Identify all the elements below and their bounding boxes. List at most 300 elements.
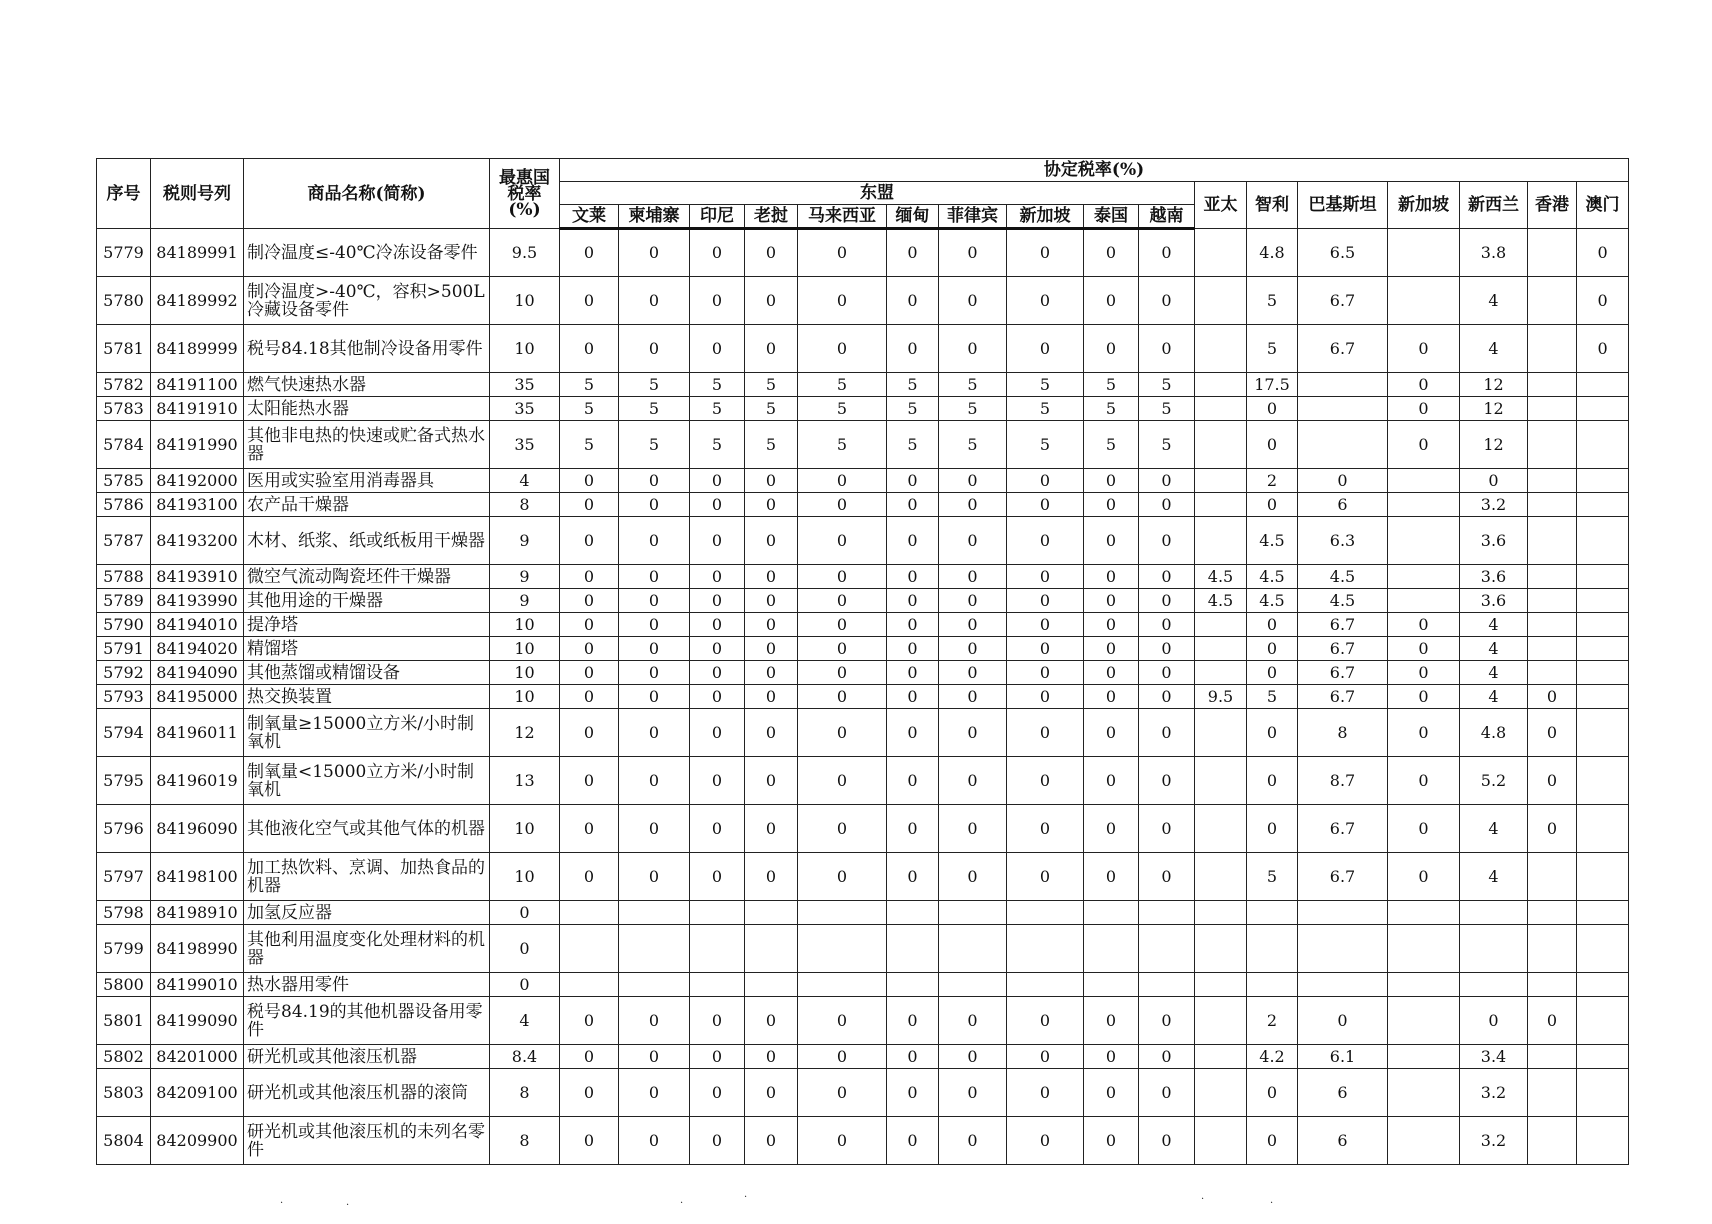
cell-asean-rate: 0 [939,853,1007,901]
cell-macao [1577,901,1629,925]
cell-asean-rate [690,901,745,925]
cell-hong-kong [1528,277,1577,325]
cell-asean-rate: 0 [939,277,1007,325]
cell-asean-rate: 0 [1084,613,1139,637]
cell-hong-kong: 0 [1528,709,1577,757]
cell-asean-rate [745,901,798,925]
cell-asean-rate: 5 [939,397,1007,421]
cell-name: 税号84.18其他制冷设备用零件 [244,325,490,373]
cell-mfn: 35 [490,421,560,469]
cell-asean-rate: 0 [745,277,798,325]
cell-macao [1577,997,1629,1045]
cell-apta [1195,517,1247,565]
cell-asean-rate [939,973,1007,997]
cell-asean-rate: 0 [1007,1117,1084,1165]
cell-mfn: 4 [490,997,560,1045]
cell-seq: 5801 [97,997,151,1045]
cell-macao [1577,469,1629,493]
cell-asean-rate [619,925,690,973]
cell-asean-rate: 0 [1139,325,1195,373]
header-asean-country: 缅甸 [887,205,939,229]
cell-apta [1195,925,1247,973]
cell-asean-rate: 0 [690,1045,745,1069]
cell-pakistan: 6.7 [1298,325,1388,373]
cell-hong-kong: 0 [1528,997,1577,1045]
cell-new-zealand: 0 [1460,997,1528,1045]
cell-new-zealand: 4 [1460,637,1528,661]
cell-macao [1577,757,1629,805]
cell-chile: 5 [1247,853,1298,901]
cell-asean-rate [745,973,798,997]
cell-singapore [1388,901,1460,925]
cell-asean-rate: 0 [1139,277,1195,325]
cell-singapore [1388,1117,1460,1165]
cell-mfn: 13 [490,757,560,805]
cell-name: 研光机或其他滚压机的未列名零件 [244,1117,490,1165]
cell-hong-kong [1528,1045,1577,1069]
cell-seq: 5780 [97,277,151,325]
cell-asean-rate: 0 [690,805,745,853]
cell-hong-kong [1528,901,1577,925]
cell-apta [1195,997,1247,1045]
cell-asean-rate: 0 [1139,853,1195,901]
cell-pakistan [1298,925,1388,973]
cell-asean-rate: 0 [939,661,1007,685]
cell-pakistan [1298,973,1388,997]
cell-apta [1195,1045,1247,1069]
cell-pakistan: 6 [1298,1069,1388,1117]
cell-asean-rate: 0 [1084,757,1139,805]
cell-asean-rate: 0 [745,661,798,685]
cell-pakistan: 6.7 [1298,685,1388,709]
cell-code: 84196011 [151,709,244,757]
cell-asean-rate: 0 [560,853,619,901]
cell-name: 其他液化空气或其他气体的机器 [244,805,490,853]
cell-name: 研光机或其他滚压机器 [244,1045,490,1069]
cell-name: 燃气快速热水器 [244,373,490,397]
cell-new-zealand: 12 [1460,373,1528,397]
cell-asean-rate: 0 [1139,589,1195,613]
cell-seq: 5789 [97,589,151,613]
cell-asean-rate: 0 [1007,757,1084,805]
cell-asean-rate: 0 [619,1045,690,1069]
cell-singapore: 0 [1388,853,1460,901]
cell-asean-rate [887,925,939,973]
cell-asean-rate: 0 [939,1045,1007,1069]
cell-hong-kong [1528,637,1577,661]
cell-code: 84189992 [151,277,244,325]
cell-asean-rate: 0 [560,493,619,517]
cell-asean-rate: 0 [1139,709,1195,757]
cell-chile: 0 [1247,709,1298,757]
cell-macao [1577,637,1629,661]
cell-asean-rate: 0 [798,1117,887,1165]
cell-asean-rate: 0 [690,853,745,901]
cell-asean-rate [887,973,939,997]
cell-asean-rate: 0 [1007,661,1084,685]
cell-asean-rate: 0 [690,685,745,709]
cell-asean-rate: 0 [1139,517,1195,565]
cell-singapore [1388,1045,1460,1069]
cell-asean-rate: 0 [690,469,745,493]
cell-asean-rate: 0 [1139,805,1195,853]
header-name: 商品名称(简称) [244,159,490,229]
cell-asean-rate: 0 [745,637,798,661]
cell-seq: 5788 [97,565,151,589]
cell-asean-rate: 0 [1007,613,1084,637]
cell-asean-rate: 0 [560,229,619,277]
cell-pakistan [1298,901,1388,925]
header-partner: 香港 [1528,182,1577,229]
cell-asean-rate: 0 [1139,1117,1195,1165]
cell-seq: 5781 [97,325,151,373]
cell-pakistan: 6.7 [1298,805,1388,853]
cell-new-zealand: 3.2 [1460,1069,1528,1117]
cell-asean-rate [690,925,745,973]
cell-hong-kong [1528,925,1577,973]
cell-asean-rate: 0 [798,613,887,637]
cell-new-zealand: 0 [1460,469,1528,493]
table-row [97,853,1629,901]
cell-macao [1577,853,1629,901]
cell-singapore: 0 [1388,685,1460,709]
cell-chile: 2 [1247,469,1298,493]
cell-asean-rate: 0 [1084,1045,1139,1069]
cell-pakistan: 6.7 [1298,637,1388,661]
table-row [97,397,1629,421]
cell-code: 84209900 [151,1117,244,1165]
cell-asean-rate: 5 [1007,397,1084,421]
cell-asean-rate: 0 [745,229,798,277]
cell-asean-rate: 0 [560,685,619,709]
table-row [97,373,1629,397]
cell-mfn: 10 [490,277,560,325]
cell-macao [1577,589,1629,613]
cell-asean-rate [939,901,1007,925]
cell-apta [1195,661,1247,685]
cell-apta: 4.5 [1195,589,1247,613]
cell-asean-rate: 0 [887,1045,939,1069]
cell-asean-rate: 5 [1139,421,1195,469]
header-partner: 巴基斯坦 [1298,182,1388,229]
cell-code: 84198100 [151,853,244,901]
cell-asean-rate [619,973,690,997]
cell-asean-rate: 0 [745,517,798,565]
cell-asean-rate: 5 [798,373,887,397]
page-footer-specks [0,1192,1712,1224]
cell-asean-rate: 5 [1007,373,1084,397]
cell-name: 加氢反应器 [244,901,490,925]
cell-new-zealand: 5.2 [1460,757,1528,805]
cell-mfn: 8 [490,493,560,517]
cell-macao [1577,517,1629,565]
cell-asean-rate: 0 [619,277,690,325]
cell-asean-rate: 0 [619,517,690,565]
cell-asean-rate [1139,925,1195,973]
cell-name: 加工热饮料、烹调、加热食品的机器 [244,853,490,901]
cell-asean-rate [1007,973,1084,997]
cell-asean-rate: 0 [887,565,939,589]
cell-asean-rate: 0 [690,661,745,685]
cell-asean-rate: 0 [745,709,798,757]
cell-asean-rate: 0 [560,469,619,493]
table-row [97,637,1629,661]
cell-asean-rate [798,973,887,997]
cell-asean-rate: 0 [887,469,939,493]
cell-macao [1577,613,1629,637]
cell-asean-rate: 0 [560,565,619,589]
table-row [97,1045,1629,1069]
cell-asean-rate: 0 [1007,853,1084,901]
cell-hong-kong [1528,229,1577,277]
cell-name: 研光机或其他滚压机器的滚筒 [244,1069,490,1117]
cell-name: 农产品干燥器 [244,493,490,517]
cell-hong-kong: 0 [1528,757,1577,805]
table-row [97,229,1629,277]
cell-asean-rate: 0 [619,709,690,757]
cell-asean-rate: 0 [745,757,798,805]
cell-macao [1577,925,1629,973]
cell-singapore: 0 [1388,421,1460,469]
cell-name: 其他利用温度变化处理材料的机器 [244,925,490,973]
table-row [97,613,1629,637]
cell-code: 84189991 [151,229,244,277]
cell-asean-rate: 0 [1007,325,1084,373]
cell-asean-rate: 0 [1007,709,1084,757]
cell-name: 医用或实验室用消毒器具 [244,469,490,493]
cell-hong-kong [1528,493,1577,517]
cell-asean-rate: 0 [690,493,745,517]
header-asean: 东盟 [560,182,1195,205]
cell-mfn: 10 [490,325,560,373]
cell-asean-rate: 0 [1139,637,1195,661]
cell-code: 84193910 [151,565,244,589]
cell-asean-rate: 0 [1007,589,1084,613]
cell-new-zealand: 12 [1460,397,1528,421]
cell-seq: 5779 [97,229,151,277]
cell-asean-rate: 0 [939,613,1007,637]
cell-asean-rate: 0 [798,565,887,589]
cell-asean-rate: 0 [690,565,745,589]
cell-hong-kong [1528,1117,1577,1165]
cell-asean-rate: 0 [1084,637,1139,661]
cell-asean-rate: 5 [560,397,619,421]
table-row [97,325,1629,373]
cell-chile: 0 [1247,637,1298,661]
cell-asean-rate: 0 [1084,1117,1139,1165]
tariff-table [96,158,1629,1165]
cell-asean-rate: 0 [690,637,745,661]
cell-seq: 5799 [97,925,151,973]
cell-singapore [1388,493,1460,517]
cell-asean-rate: 0 [939,757,1007,805]
cell-mfn: 9 [490,565,560,589]
cell-chile: 4.5 [1247,517,1298,565]
cell-asean-rate: 0 [887,1117,939,1165]
cell-mfn: 10 [490,613,560,637]
cell-macao [1577,421,1629,469]
cell-seq: 5786 [97,493,151,517]
cell-singapore: 0 [1388,637,1460,661]
cell-asean-rate: 0 [619,493,690,517]
cell-apta: 9.5 [1195,685,1247,709]
cell-asean-rate: 0 [560,709,619,757]
cell-asean-rate: 0 [745,613,798,637]
cell-seq: 5792 [97,661,151,685]
cell-asean-rate: 5 [798,397,887,421]
cell-asean-rate: 0 [690,277,745,325]
header-asean-country: 菲律宾 [939,205,1007,229]
cell-asean-rate: 0 [798,757,887,805]
cell-asean-rate: 0 [619,469,690,493]
cell-name: 制冷温度>-40℃，容积>500L冷藏设备零件 [244,277,490,325]
cell-macao [1577,685,1629,709]
cell-asean-rate: 0 [560,613,619,637]
cell-asean-rate: 0 [1084,469,1139,493]
cell-macao [1577,661,1629,685]
cell-name: 制冷温度≤-40℃冷冻设备零件 [244,229,490,277]
cell-singapore [1388,973,1460,997]
cell-asean-rate: 0 [1007,805,1084,853]
cell-chile: 2 [1247,997,1298,1045]
cell-singapore: 0 [1388,325,1460,373]
cell-seq: 5783 [97,397,151,421]
header-asean-country: 老挝 [745,205,798,229]
table-row [97,421,1629,469]
header-seq: 序号 [97,159,151,229]
cell-apta [1195,1117,1247,1165]
cell-macao: 0 [1577,325,1629,373]
cell-code: 84196090 [151,805,244,853]
cell-mfn: 12 [490,709,560,757]
cell-chile: 0 [1247,1069,1298,1117]
cell-asean-rate: 5 [887,421,939,469]
header-asean-country: 印尼 [690,205,745,229]
cell-asean-rate: 0 [690,709,745,757]
cell-chile: 4.5 [1247,565,1298,589]
cell-apta [1195,421,1247,469]
cell-asean-rate: 0 [1084,997,1139,1045]
cell-asean-rate: 0 [745,685,798,709]
cell-asean-rate: 0 [745,493,798,517]
cell-asean-rate: 0 [1084,565,1139,589]
cell-chile: 0 [1247,493,1298,517]
header-asean-country: 马来西亚 [798,205,887,229]
cell-code: 84191990 [151,421,244,469]
cell-asean-rate: 0 [690,1069,745,1117]
cell-asean-rate: 0 [939,709,1007,757]
cell-mfn: 0 [490,901,560,925]
cell-asean-rate [887,901,939,925]
cell-asean-rate: 0 [619,685,690,709]
cell-asean-rate: 5 [1139,397,1195,421]
cell-asean-rate: 0 [1084,589,1139,613]
cell-asean-rate: 0 [745,997,798,1045]
cell-asean-rate [619,901,690,925]
cell-new-zealand: 3.6 [1460,565,1528,589]
cell-asean-rate [1007,901,1084,925]
cell-asean-rate: 0 [939,325,1007,373]
cell-macao [1577,1117,1629,1165]
cell-asean-rate: 5 [887,397,939,421]
cell-asean-rate: 0 [1007,685,1084,709]
cell-asean-rate: 5 [690,421,745,469]
cell-code: 84194020 [151,637,244,661]
cell-asean-rate: 0 [560,757,619,805]
cell-apta [1195,709,1247,757]
cell-pakistan: 0 [1298,997,1388,1045]
cell-seq: 5782 [97,373,151,397]
table-row [97,925,1629,973]
cell-code: 84199010 [151,973,244,997]
cell-asean-rate: 0 [887,997,939,1045]
cell-asean-rate: 0 [939,685,1007,709]
cell-asean-rate: 5 [887,373,939,397]
header-partner: 新西兰 [1460,182,1528,229]
cell-name: 精馏塔 [244,637,490,661]
cell-asean-rate: 0 [745,565,798,589]
cell-name: 提净塔 [244,613,490,637]
cell-asean-rate [560,973,619,997]
cell-chile: 17.5 [1247,373,1298,397]
cell-seq: 5791 [97,637,151,661]
cell-pakistan: 6.7 [1298,277,1388,325]
cell-asean-rate: 0 [798,589,887,613]
cell-asean-rate: 5 [690,373,745,397]
cell-pakistan: 6.7 [1298,661,1388,685]
cell-name: 其他用途的干燥器 [244,589,490,613]
cell-asean-rate: 0 [798,277,887,325]
cell-asean-rate: 5 [619,397,690,421]
cell-asean-rate: 0 [560,661,619,685]
cell-asean-rate: 5 [1007,421,1084,469]
cell-code: 84193990 [151,589,244,613]
cell-singapore [1388,229,1460,277]
cell-asean-rate [690,973,745,997]
cell-hong-kong [1528,661,1577,685]
cell-code: 84198910 [151,901,244,925]
cell-hong-kong [1528,613,1577,637]
cell-singapore: 0 [1388,757,1460,805]
cell-seq: 5784 [97,421,151,469]
cell-chile [1247,973,1298,997]
cell-code: 84195000 [151,685,244,709]
cell-singapore: 0 [1388,805,1460,853]
cell-chile: 5 [1247,277,1298,325]
cell-mfn: 8 [490,1069,560,1117]
cell-name: 微空气流动陶瓷坯件干燥器 [244,565,490,589]
cell-asean-rate: 0 [1139,1045,1195,1069]
cell-seq: 5787 [97,517,151,565]
cell-mfn: 9 [490,517,560,565]
cell-asean-rate: 0 [887,589,939,613]
cell-asean-rate: 0 [1007,997,1084,1045]
cell-new-zealand: 4.8 [1460,709,1528,757]
cell-asean-rate: 0 [690,997,745,1045]
table-row [97,973,1629,997]
cell-mfn: 8 [490,1117,560,1165]
cell-asean-rate: 0 [1139,493,1195,517]
cell-asean-rate: 0 [939,1069,1007,1117]
cell-asean-rate: 0 [1139,757,1195,805]
cell-apta: 4.5 [1195,565,1247,589]
cell-name: 其他非电热的快速或贮备式热水器 [244,421,490,469]
cell-apta [1195,853,1247,901]
cell-chile: 0 [1247,1117,1298,1165]
cell-apta [1195,493,1247,517]
cell-asean-rate: 0 [619,757,690,805]
tariff-sheet [96,158,1629,1165]
